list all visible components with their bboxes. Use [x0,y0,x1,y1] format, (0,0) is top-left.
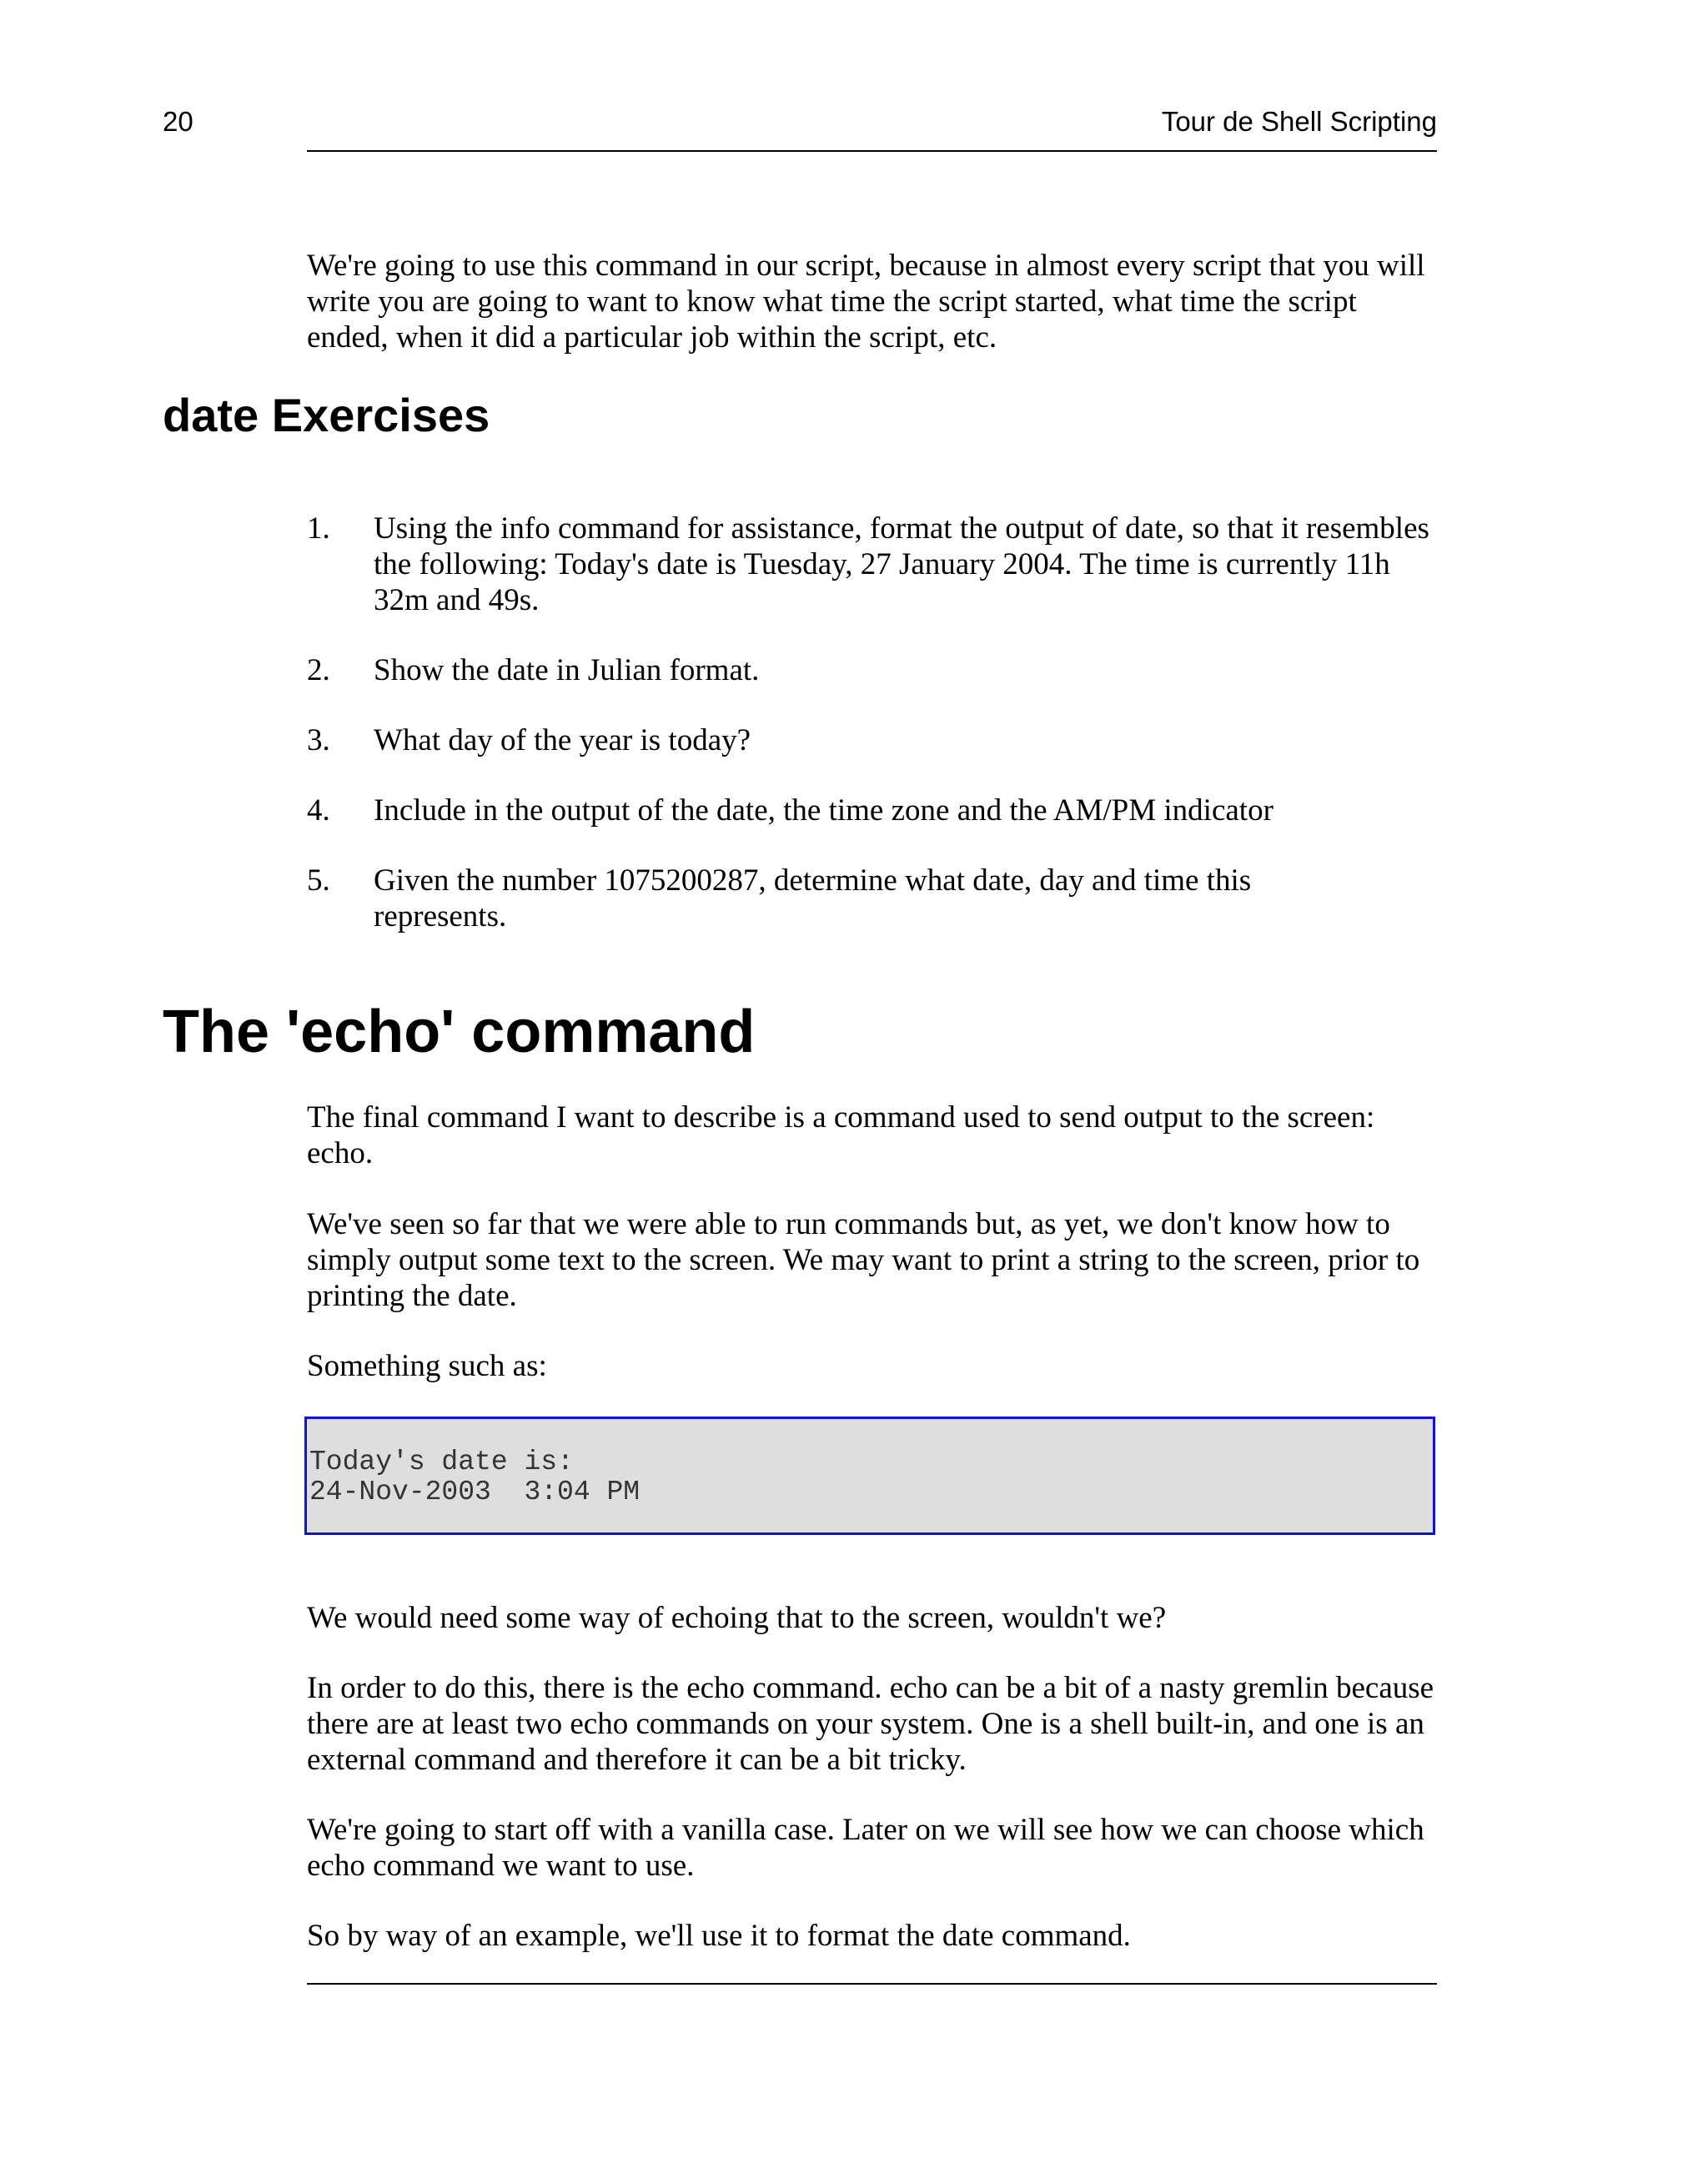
body-paragraph: We've seen so far that we were able to run commands but, as yet, we don't know how to simply output some text to the screen. We may want to print a string to the screen, prior to printing the date. [307,1207,1420,1313]
exercise-list-item [307,722,1441,758]
running-title: Tour de Shell Scripting [1161,106,1437,137]
list-text: Show the date in Julian format. [374,653,760,687]
footer-rule [307,1983,1437,1985]
body-paragraph: Something such as: [307,1349,547,1383]
list-number: 2. [307,653,330,687]
list-text: Using the info command for assistance, format the output of date, so that it resembles the following: Today's date is Tuesday, 27 January 2004. The time is currently 11h 32m and 49s. [374,511,1429,617]
list-text: Include in the output of the date, the time zone and the AM/PM indicator [374,793,1273,828]
section-heading-echo-command: The 'echo' command [163,999,756,1065]
body-paragraph: So by way of an example, we'll use it to format the date command. [307,1919,1131,1953]
list-number: 3. [307,723,330,757]
header-rule [307,150,1437,152]
body-paragraph: The final command I want to describe is a command used to send output to the screen: echo. [307,1100,1375,1170]
intro-paragraph: We're going to use this command in our script, because in almost every script that you will write you are going to want to know what time the script started, what time the script ended, when it did a particular job within the script, etc. [307,249,1425,355]
exercise-list-item [307,793,1441,828]
code-text: Today's date is: 24-Nov-2003 3:04 PM [309,1447,640,1507]
exercise-list-item [307,652,1441,688]
page-number: 20 [163,106,193,137]
list-number: 1. [307,511,330,546]
body-paragraph: In order to do this, there is the echo command. echo can be a bit of a nasty gremlin because there are at least two echo commands on your system. One is a shell built-in, and one is an external command and therefore it can be a bit tricky. [307,1671,1434,1777]
exercise-list-item [307,511,1441,618]
section-heading-date-exercises: date Exercises [163,389,490,441]
list-number: 5. [307,863,330,898]
list-text: What day of the year is today? [374,723,751,757]
exercise-list-item [307,863,1441,934]
body-paragraph: We would need some way of echoing that to the screen, wouldn't we? [307,1601,1167,1635]
list-text: Given the number 1075200287, determine what date, day and time this represents. [374,863,1252,933]
code-block [304,1417,1435,1535]
body-paragraph: We're going to start off with a vanilla case. Later on we will see how we can choose which echo command we want to use. [307,1813,1424,1883]
list-number: 4. [307,793,330,828]
